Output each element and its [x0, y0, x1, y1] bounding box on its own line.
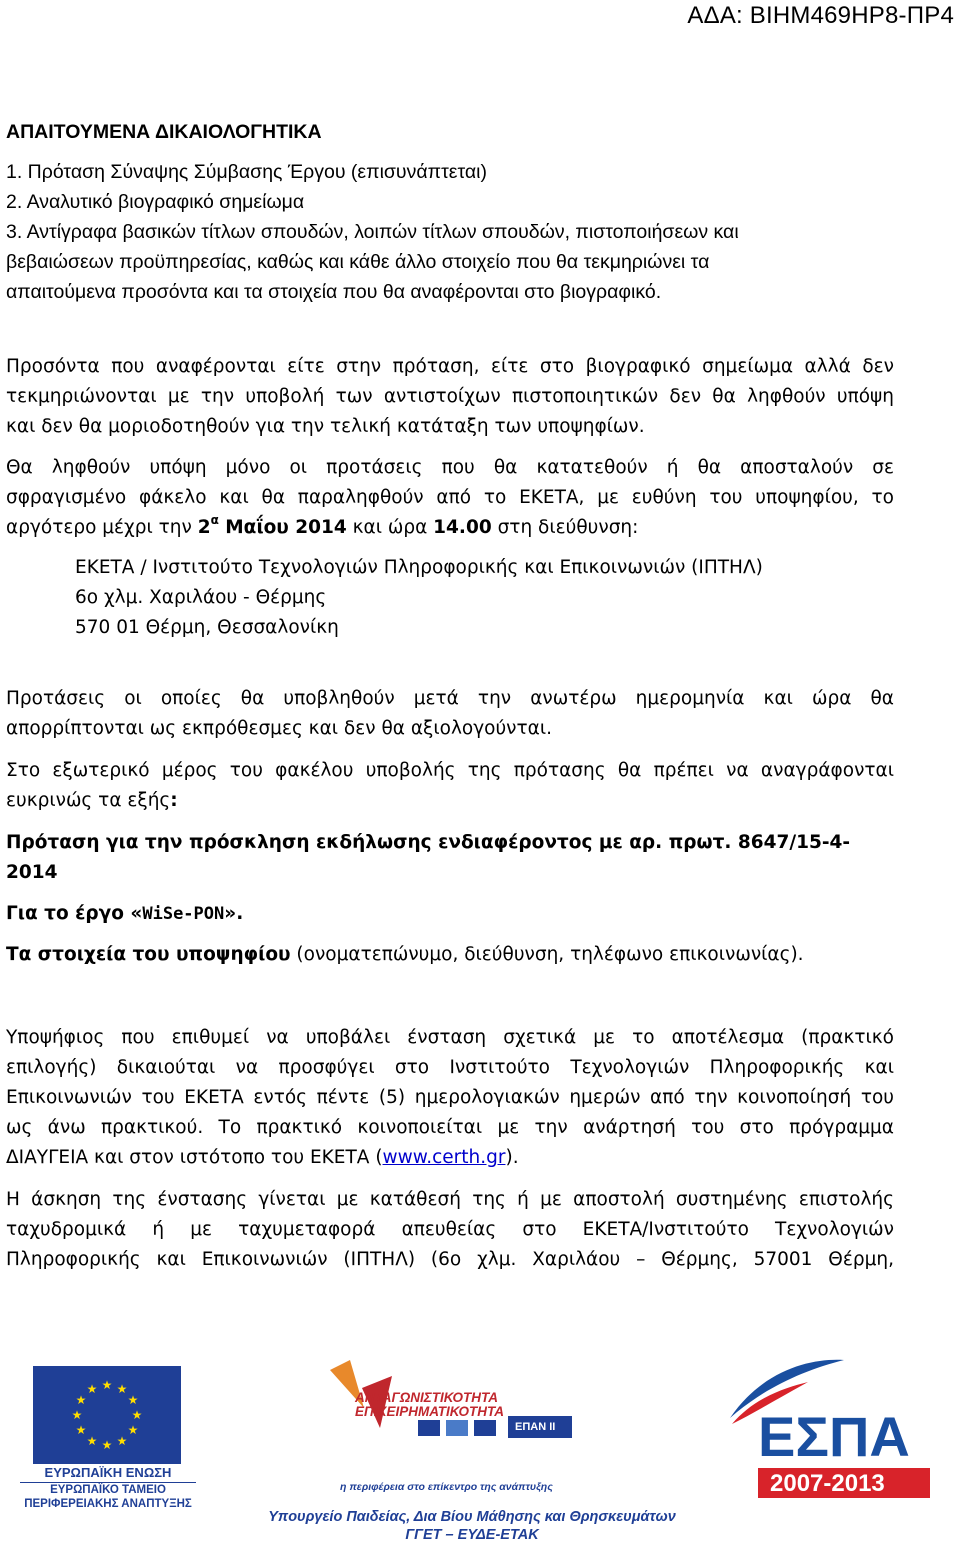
envelope-proposal-line: Πρόταση για την πρόσκληση εκδήλωσης ενδιαφέροντος με αρ. πρωτ. 8647/15-4- 2014 — [6, 832, 851, 883]
eu-caption: ΕΥΡΩΠΑΪΚΗ ΕΝΩΣΗ ΕΥΡΩΠΑΪΚΟ ΤΑΜΕΙΟ ΠΕΡΙΦΕΡΕΙΑΚΗΣ ΑΝΑΠΤΥΞΗΣ — [20, 1466, 196, 1511]
address-line: ΕΚΕΤΑ / Ινστιτούτο Τεχνολογιών Πληροφορικής και Επικοινωνιών (ΙΠΤΗΛ) — [75, 557, 763, 578]
address-line: 570 01 Θέρμη, Θεσσαλονίκη — [75, 617, 339, 638]
eu-star-icon: ★ — [127, 1423, 139, 1437]
required-doc-item: 3. Αντίγραφα βασικών τίτλων σπουδών, λοιπών τίτλων σπουδών, πιστοποιήσεων και — [6, 221, 739, 243]
eu-star-icon: ★ — [86, 1382, 98, 1397]
required-doc-item-cont: απαιτούμενα προσόντα και τα στοιχεία που θα αναφέρονται στο βιογραφικό. — [6, 281, 662, 303]
eu-flag-logo — [33, 1366, 181, 1464]
deadline-time: 14.00 — [433, 517, 492, 538]
submission-paragraph: Θα ληφθούν υπόψη μόνο οι προτάσεις που θα κατατεθούν ή θα αποσταλούν σε σφραγισμένο φάκελο και θα παραληφθούν από το ΕΚΕΤΑ, με ευθύνη του υποψηφίου, το αργότερο μέχρι την $2^\alpha$ Μαΐου 2014 και ώρα 14.00 στη διεύθυνση: — [6, 457, 894, 538]
eu-star-icon: ★ — [131, 1408, 143, 1422]
envelope-candidate-line: Τα στοιχεία του υποψηφίου (ονοματεπώνυμο, διεύθυνση, τηλέφωνο επικοινωνίας). — [6, 944, 804, 965]
eu-star-icon: ★ — [75, 1423, 87, 1437]
eu-star-icon: ★ — [86, 1433, 98, 1448]
required-doc-item: 1. Πρόταση Σύναψης Σύμβασης Έργου (επισυνάπτεται) — [6, 161, 487, 183]
competitiveness-slogan: η περιφέρεια στο επίκεντρο της ανάπτυξης — [340, 1481, 553, 1493]
eu-star-icon: ★ — [101, 1438, 113, 1452]
address-block — [75, 553, 763, 643]
qualifications-paragraph: Προσόντα που αναφέρονται είτε στην πρόταση, είτε στο βιογραφικό σημείωμα αλλά δεν τεκμηριώνονται με την υποβολή των αντιστοίχων πιστοποιητικών δεν θα ληφθούν υπόψη και δεν θα μοριοδοτηθούν για την τελική κατάταξη των υποψηφίων. — [6, 356, 894, 437]
espa-word: ΕΣΠΑ — [758, 1405, 910, 1468]
required-doc-item-cont: βεβαιώσεων προϋπηρεσίας, καθώς και κάθε άλλο στοιχείο που θα τεκμηριώνει τα — [6, 251, 710, 273]
required-doc-item: 2. Αναλυτικό βιογραφικό σημείωμα — [6, 191, 305, 213]
eu-star-icon: ★ — [101, 1378, 113, 1392]
required-docs-section — [6, 117, 894, 307]
certh-link[interactable]: www.certh.gr — [382, 1147, 506, 1168]
ada-header: ΑΔΑ: ΒΙΗΜ469ΗΡ8-ΠΡ4 — [687, 2, 954, 29]
competitiveness-title: ΑΝΤΑΓΩΝΙΣΤΙΚΟΤΗΤΑ ΕΠΙΧΕΙΡΗΜΑΤΙΚΟΤΗΤΑ — [355, 1390, 504, 1419]
required-docs-title: ΑΠΑΙΤΟΥΜΕΝΑ ΔΙΚΑΙΟΛΟΓΗΤΙΚΑ — [6, 121, 322, 143]
late-submission-paragraph: Προτάσεις οι οποίες θα υποβληθούν μετά την ανωτέρω ημερομηνία και ώρα θα απορρίπτονται ως εκπρόθεσμες και δεν θα αξιολογούνται. — [6, 688, 894, 739]
eu-star-icon: ★ — [116, 1433, 128, 1448]
footer-logos — [0, 1358, 960, 1543]
envelope-project-line: Για το έργο «WiSe-PON». — [6, 903, 244, 924]
eu-stars-icon — [33, 1366, 181, 1464]
address-line: 6ο χλμ. Χαριλάου - Θέρμης — [75, 587, 327, 608]
envelope-paragraph: Στο εξωτερικό μέρος του φακέλου υποβολής της πρότασης θα πρέπει να αναγράφονται ευκρινώς τα εξής: — [6, 760, 894, 811]
objection-submit-paragraph: Η άσκηση της ένστασης γίνεται με κατάθεσή της ή με αποστολή συστημένης επιστολής ταχυδρομικά ή με ταχυμεταφορά απευθείας στο ΕΚΕΤΑ/Ινστιτούτο Τεχνολογιών Πληροφορικής και Επικοινωνιών (ΙΠΤΗΛ) (6ο χλμ. Χαριλάου – Θέρμης, 57001 Θέρμη, — [6, 1189, 894, 1270]
deadline-day: $2^\alpha$ Μαΐου 2014 — [197, 513, 347, 538]
espa-logo — [724, 1358, 934, 1508]
project-name: WiSe-PON — [142, 904, 225, 924]
eu-star-icon: ★ — [116, 1382, 128, 1397]
espa-years: 2007-2013 — [770, 1470, 885, 1497]
eu-star-icon: ★ — [127, 1393, 139, 1407]
epan-label: ΕΠΑΝ ΙΙ — [515, 1421, 556, 1433]
eu-star-icon: ★ — [75, 1393, 87, 1407]
objection-paragraph: Υποψήφιος που επιθυμεί να υποβάλει ένσταση σχετικά με το αποτέλεσμα (πρακτικό επιλογής) δικαιούται να προσφύγει στο Ινστιτούτο Τεχνολογιών Πληροφορικής και Επικοινωνιών του ΕΚΕΤΑ εντός πέντε (5) ημερολογιακών ημερών από την κοινοποίησή του ως άνω πρακτικού. Το πρακτικό κοινοποιείται με την ανάρτησή του στο πρόγραμμα ΔΙΑΥΓΕΙΑ και στον ιστότοπο του ΕΚΕΤΑ (www.certh.gr). — [6, 1027, 894, 1168]
ministry-caption: Υπουργείο Παιδείας, Δια Βίου Μάθησης και Θρησκευμάτων ΓΓΕΤ – ΕΥΔΕ-ΕΤΑΚ — [268, 1509, 676, 1543]
eu-star-icon: ★ — [71, 1408, 83, 1422]
